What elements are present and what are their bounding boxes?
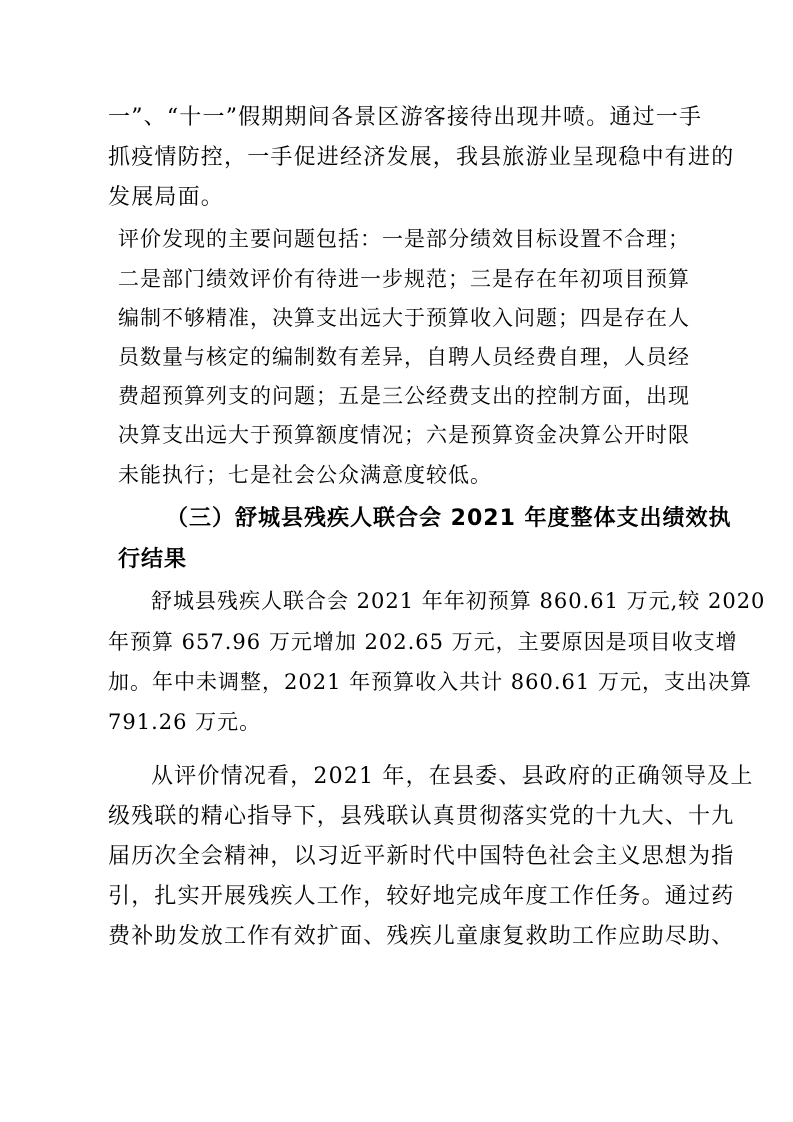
text-line: 791.26 万元。: [108, 710, 262, 734]
text-line: 评价发现的主要问题包括：一是部分绩效目标设置不合理；: [118, 227, 690, 251]
text-line: 员数量与核定的编制数有差异，自聘人员经费自理，人员经: [118, 345, 690, 369]
text-line: 级残联的精心指导下，县残联认真贯彻落实党的十九大、十九: [108, 804, 735, 829]
text-line: 加。年中未调整，2021 年预算收入共计 860.61 万元，支出决算: [108, 670, 752, 694]
text-line: 从评价情况看，2021 年，在县委、县政府的正确领导及上: [151, 764, 754, 789]
text-line: 二是部门绩效评价有待进一步规范；三是存在年初项目预算: [118, 267, 690, 291]
text-line: 抓疫情防控，一手促进经济发展，我县旅游业呈现稳中有进的: [108, 145, 735, 170]
text-line: 未能执行；七是社会公众满意度较低。: [118, 463, 492, 487]
text-line: 编制不够精准，决算支出远大于预算收入问题；四是存在人: [118, 306, 690, 330]
text-line: 届历次全会精神，以习近平新时代中国特色社会主义思想为指: [108, 844, 735, 869]
text-line: 年预算 657.96 万元增加 202.65 万元，主要原因是项目收支增: [108, 630, 738, 654]
text-line: 决算支出远大于预算额度情况；六是预算资金决算公开时限: [118, 423, 690, 447]
text-line: 舒城县残疾人联合会 2021 年年初预算 860.61 万元,较 2020: [151, 589, 766, 613]
text-line: 费超预算列支的问题；五是三公经费支出的控制方面，出现: [118, 384, 690, 408]
text-line: 引，扎实开展残疾人工作，较好地完成年度工作任务。通过药: [108, 884, 735, 909]
text-line: 发展局面。: [108, 185, 225, 210]
section-heading: 行结果: [118, 547, 188, 572]
text-line: 费补助发放工作有效扩面、残疾儿童康复救助工作应助尽助、: [108, 924, 735, 949]
text-line: 一”、“十一”假期期间各景区游客接待出现井喷。通过一手: [108, 105, 703, 130]
section-heading: （三）舒城县残疾人联合会 2021 年度整体支出绩效执: [166, 506, 732, 531]
